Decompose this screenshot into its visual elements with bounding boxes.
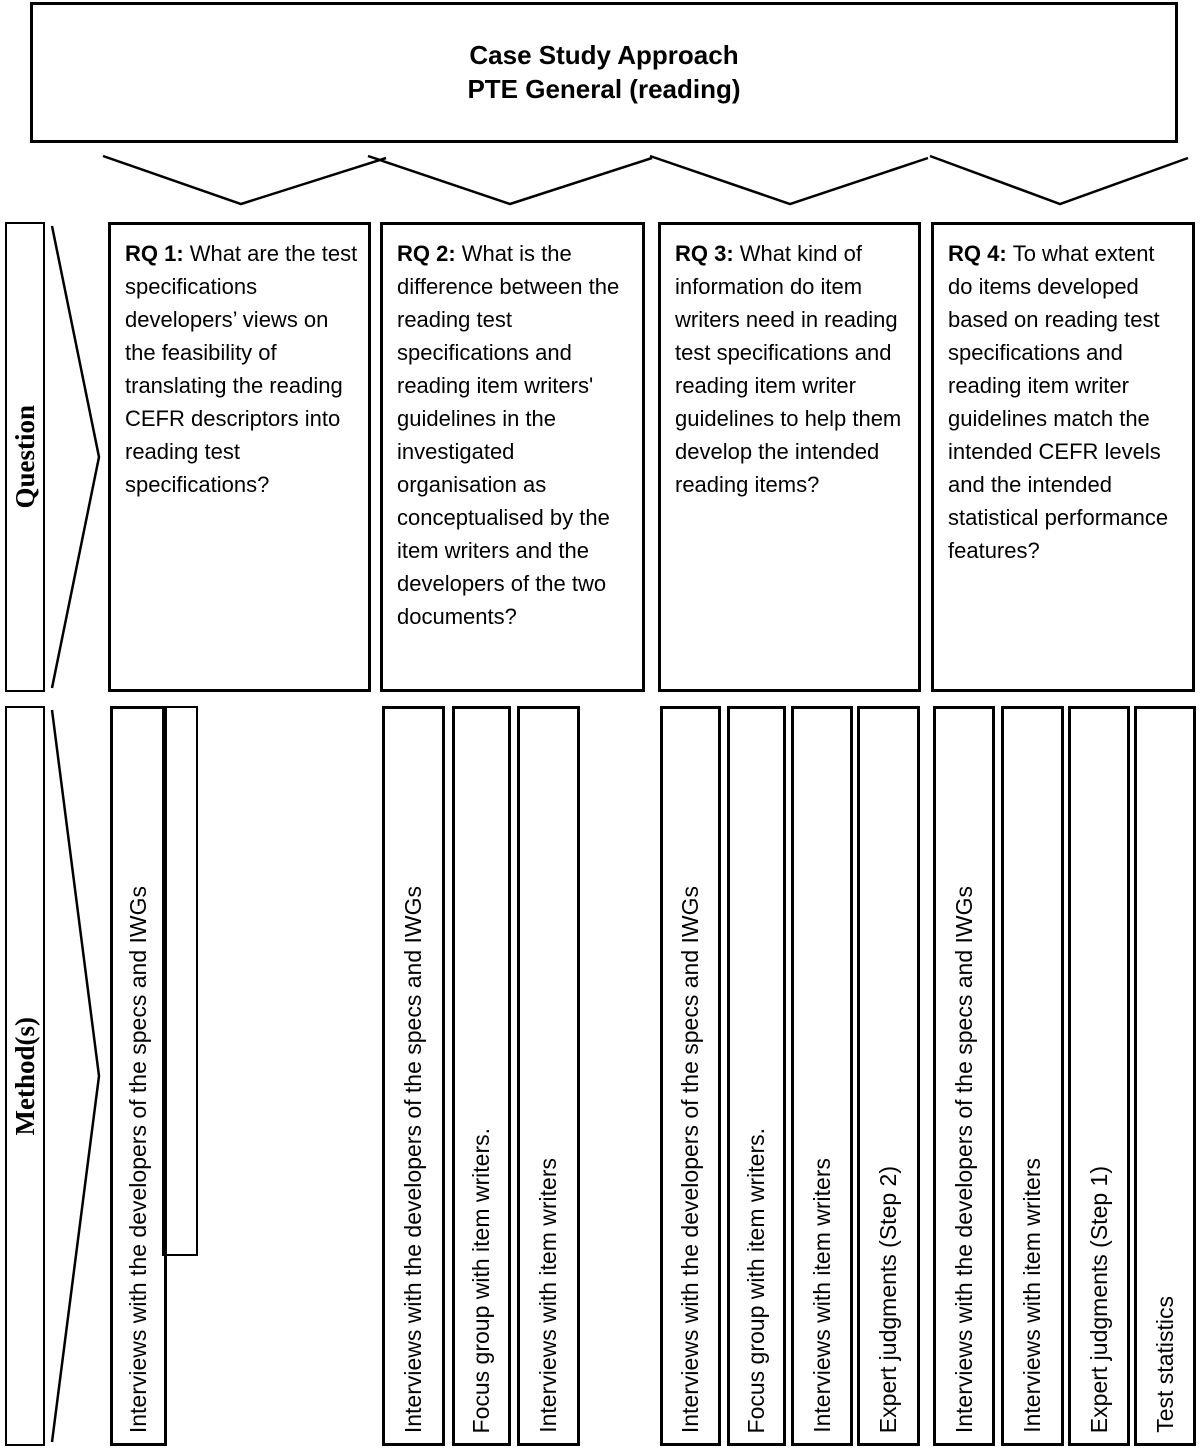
method-box-rq2-interviews-item-writers <box>517 706 580 1446</box>
method-label: Test statistics <box>1151 1296 1178 1433</box>
title-box <box>30 2 1178 143</box>
rq1-box <box>108 222 371 692</box>
method-box-rq1-interviews-developers <box>110 706 167 1446</box>
method-box-rq4-interviews-developers <box>933 706 995 1446</box>
rq4-id: RQ 4: <box>948 241 1007 266</box>
methods-bracket-icon <box>50 706 104 1446</box>
method-box-rq2-interviews-developers <box>382 706 445 1446</box>
method-label: Interviews with item writers <box>535 1158 561 1433</box>
question-row-label: Question <box>9 405 40 509</box>
methods-row-label-box <box>5 706 45 1446</box>
method-box-rq4-expert-judgments <box>1068 706 1130 1446</box>
figure-title-line2: PTE General (reading) <box>467 73 741 104</box>
rq4-text: To what extent do items developed based on reading test specifications and reading item writer guidelines match the intended CEFR levels and the intended statistical performance features? <box>948 241 1169 563</box>
method-label: Expert judgments (Step 1) <box>1085 1165 1112 1433</box>
empty-artifact-box <box>162 706 198 1256</box>
method-label: Interviews with the developers of the specs and IWGs <box>125 885 151 1433</box>
method-box-rq3-expert-judgments <box>857 706 920 1446</box>
rq2-box <box>380 222 645 692</box>
method-box-rq3-interviews-developers <box>660 706 721 1446</box>
method-label: Interviews with item writers <box>1019 1158 1045 1433</box>
rq3-id: RQ 3: <box>675 241 734 266</box>
rq2-text: What is the difference between the reading test specifications and reading item writers' guidelines in the investigated organisation as conceptualised by the item writers and the developers of the two documents? <box>397 241 620 629</box>
chevron-rq3-icon <box>650 156 928 204</box>
question-row-label-box <box>5 222 45 692</box>
method-label: Focus group with item writers. <box>468 1127 494 1433</box>
method-label: Interviews with the developers of the specs and IWGs <box>677 885 703 1433</box>
method-label: Interviews with item writers <box>808 1158 835 1433</box>
connector-chevrons-icon <box>0 146 1200 212</box>
method-box-rq4-test-statistics <box>1134 706 1196 1446</box>
rq2-id: RQ 2: <box>397 241 456 266</box>
method-box-rq2-focus-group <box>452 706 511 1446</box>
method-box-rq3-focus-group <box>727 706 786 1446</box>
question-bracket-icon <box>50 222 104 692</box>
figure-title-line1: Case Study Approach <box>469 39 739 70</box>
rq4-box <box>931 222 1195 692</box>
method-label: Interviews with the developers of the specs and IWGs <box>400 885 426 1433</box>
rq1-text: What are the test specifications developers’ views on the feasibility of translating the reading CEFR descriptors into reading test specifications? <box>125 241 358 497</box>
method-box-rq3-interviews-item-writers <box>791 706 853 1446</box>
chevron-rq2-icon <box>368 156 652 204</box>
rq3-box <box>658 222 921 692</box>
rq3-text: What kind of information do item writers need in reading test specifications and reading item writer guidelines to help them develop the intended reading items? <box>675 241 902 497</box>
method-label: Interviews with the developers of the specs and IWGs <box>950 885 977 1433</box>
method-box-rq4-interviews-item-writers <box>1001 706 1064 1446</box>
methods-row-label: Method(s) <box>9 1016 40 1136</box>
chevron-rq1-icon <box>103 156 386 204</box>
method-label: Focus group with item writers. <box>743 1127 769 1433</box>
rq1-id: RQ 1: <box>125 241 184 266</box>
method-label: Expert judgments (Step 2) <box>875 1165 901 1433</box>
chevron-rq4-icon <box>930 156 1188 204</box>
